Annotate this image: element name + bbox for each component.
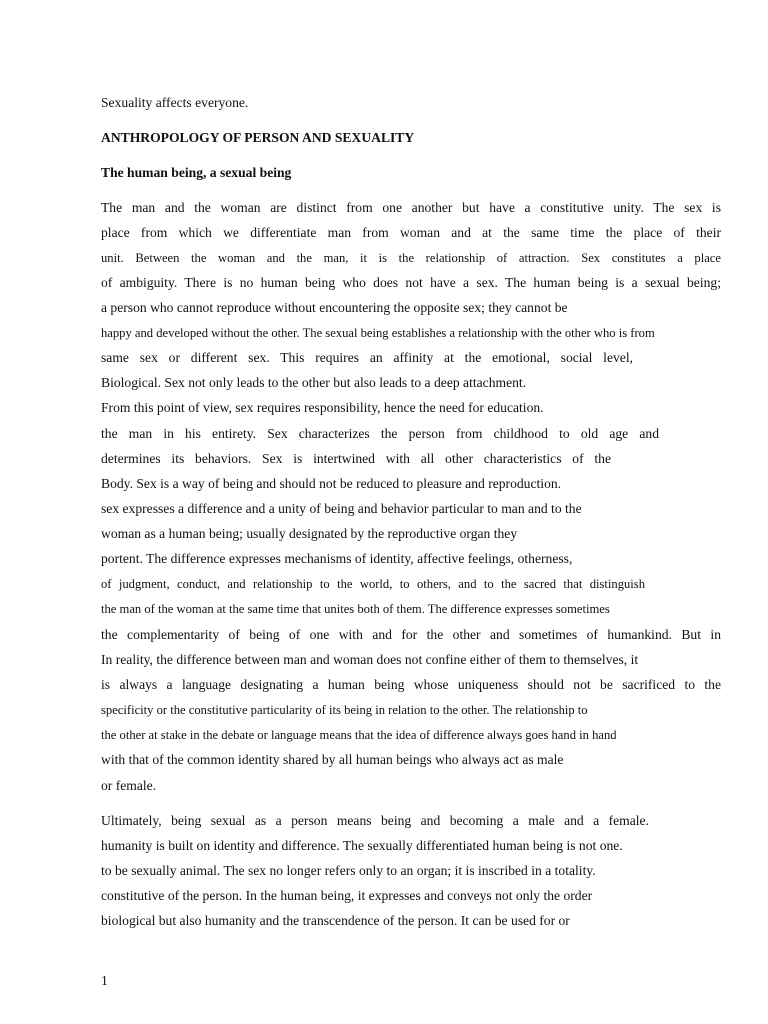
- paragraph-line: a person who cannot reproduce without encountering the opposite sex; they cannot be: [101, 300, 568, 315]
- paragraph-line: woman as a human being; usually designated by the reproductive organ they: [101, 526, 518, 541]
- paragraph-line: determines its behaviors. Sex is intertwined with all other characteristics of the: [101, 451, 611, 466]
- paragraph-line: constitutive of the person. In the human being, it expresses and conveys not only the order: [101, 888, 593, 903]
- paragraph-line: specificity or the constitutive particularity of its being in relation to the other. The relationship to: [101, 703, 588, 717]
- paragraph-line: the other at stake in the debate or language means that the idea of difference always goes hand in hand: [101, 728, 617, 742]
- paragraph-line: From this point of view, sex requires responsibility, hence the need for education.: [101, 400, 544, 415]
- page-number: 1: [101, 973, 108, 988]
- paragraph-line: the complementarity of being of one with and for the other and sometimes of humankind. But in: [101, 627, 721, 642]
- paragraph-line: Biological. Sex not only leads to the other but also leads to a deep attachment.: [101, 375, 527, 390]
- paragraph-line: Body. Sex is a way of being and should not be reduced to pleasure and reproduction.: [101, 476, 562, 491]
- paragraph-line: the man in his entirety. Sex characterizes the person from childhood to old age and: [101, 426, 659, 441]
- paragraph-line: with that of the common identity shared by all human beings who always act as male: [101, 752, 564, 767]
- paragraph-line: In reality, the difference between man and woman does not confine either of them to themselves, it: [101, 652, 639, 667]
- paragraph-line: biological but also humanity and the transcendence of the person. It can be used for or: [101, 913, 570, 928]
- paragraph-line: of judgment, conduct, and relationship to the world, to others, and to the sacred that distinguish: [101, 577, 645, 591]
- paragraph-line: humanity is built on identity and difference. The sexually differentiated human being is not one.: [101, 838, 623, 853]
- section-heading: ANTHROPOLOGY OF PERSON AND SEXUALITY: [101, 130, 415, 145]
- paragraph-line: to be sexually animal. The sex no longer refers only to an organ; it is inscribed in a totality.: [101, 863, 596, 878]
- paragraph-line: Ultimately, being sexual as a person means being and becoming a male and a female.: [101, 813, 649, 828]
- paragraph-line: same sex or different sex. This requires an affinity at the emotional, social level,: [101, 350, 633, 365]
- paragraph-line: portent. The difference expresses mechanisms of identity, affective feelings, otherness,: [101, 551, 573, 566]
- paragraph-line: of ambiguity. There is no human being who does not have a sex. The human being is a sexual being;: [101, 275, 721, 290]
- intro-line: Sexuality affects everyone.: [101, 95, 249, 110]
- paragraph-line: happy and developed without the other. The sexual being establishes a relationship with the other who is from: [101, 326, 655, 340]
- paragraph-line: the man of the woman at the same time that unites both of them. The difference expresses sometimes: [101, 602, 610, 616]
- paragraph-line: or female.: [101, 778, 157, 793]
- paragraph-line: unit. Between the woman and the man, it is the relationship of attraction. Sex constitutes a place: [101, 251, 721, 265]
- paragraph-line: is always a language designating a human being whose uniqueness should not be sacrificed to the: [101, 677, 721, 692]
- subsection-heading: The human being, a sexual being: [101, 165, 292, 180]
- paragraph-line: The man and the woman are distinct from one another but have a constitutive unity. The sex is: [101, 200, 721, 215]
- paragraph-line: sex expresses a difference and a unity of being and behavior particular to man and to the: [101, 501, 582, 516]
- paragraph-line: place from which we differentiate man from woman and at the same time the place of their: [101, 225, 721, 240]
